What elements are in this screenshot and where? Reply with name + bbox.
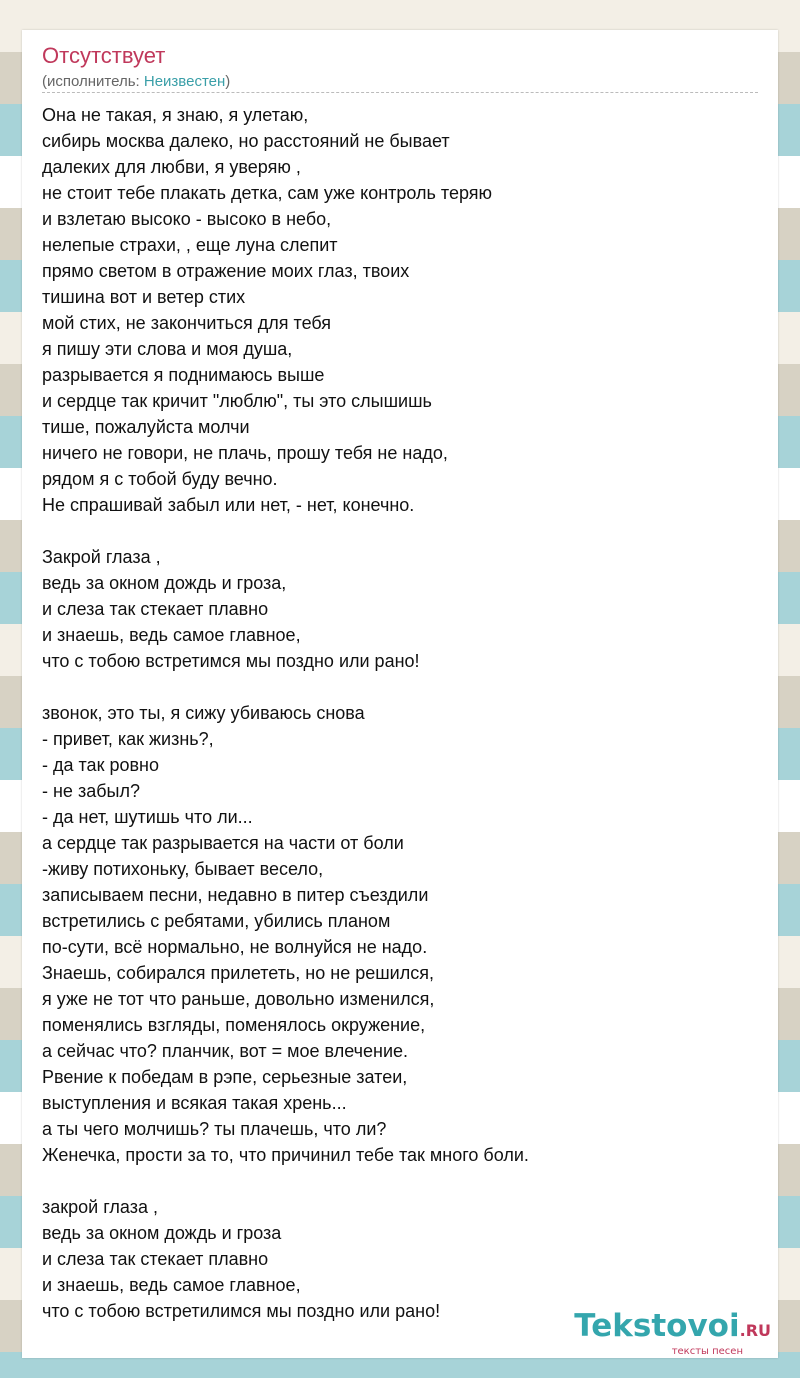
lyric-line: поменялись взгляды, поменялось окружение, xyxy=(42,1015,426,1035)
lyric-line: прямо светом в отражение моих глаз, твоих xyxy=(42,261,410,281)
lyric-line: я уже не тот что раньше, довольно изменился, xyxy=(42,989,435,1009)
lyric-line: что с тобою встретимся мы поздно или рано! xyxy=(42,651,420,671)
lyric-line: и взлетаю высоко - высоко в небо, xyxy=(42,209,332,229)
artist-link[interactable]: Неизвестен xyxy=(143,73,226,90)
lyrics-text xyxy=(42,102,758,1324)
site-logo[interactable] xyxy=(574,1309,771,1357)
lyric-line: Закрой глаза , xyxy=(42,547,161,567)
lyric-line: Знаешь, собирался прилететь, но не решился, xyxy=(42,963,434,983)
lyric-line: что с тобою встретилимся мы поздно или рано! xyxy=(42,1301,441,1321)
lyric-line: Рвение к победам в рэпе, серьезные затеи, xyxy=(42,1067,408,1087)
song-title: Отсутствует xyxy=(42,43,166,68)
lyric-line: а сердце так разрывается на части от боли xyxy=(42,833,404,853)
lyric-line: - не забыл? xyxy=(42,781,140,801)
artist-line xyxy=(42,72,230,92)
lyric-line: - привет, как жизнь?, xyxy=(42,729,214,749)
lyric-line: и слеза так стекает плавно xyxy=(42,599,269,619)
lyric-line: и знаешь, ведь самое главное, xyxy=(42,625,301,645)
lyric-line: и слеза так стекает плавно xyxy=(42,1249,269,1269)
lyric-line: нелепые страхи, , еще луна слепит xyxy=(42,235,338,255)
title-divider xyxy=(42,92,758,93)
lyric-line: звонок, это ты, я сижу убиваюсь снова xyxy=(42,703,365,723)
lyric-line: сибирь москва далеко, но расстояний не бывает xyxy=(42,131,450,151)
lyric-line: выступления и всякая такая хрень... xyxy=(42,1093,347,1113)
lyric-line: ведь за окном дождь и гроза, xyxy=(42,573,287,593)
lyric-line: и знаешь, ведь самое главное, xyxy=(42,1275,301,1295)
logo-name: Tekstovoi xyxy=(574,1308,740,1344)
lyric-line: ничего не говори, не плачь, прошу тебя не надо, xyxy=(42,443,448,463)
lyric-line: Женечка, прости за то, что причинил тебе так много боли. xyxy=(42,1145,529,1165)
lyric-blank-line xyxy=(42,1168,758,1194)
lyric-line: - да нет, шутишь что ли... xyxy=(42,807,253,827)
lyric-line: записываем песни, недавно в питер съездили xyxy=(42,885,429,905)
lyric-line: -живу потихоньку, бывает весело, xyxy=(42,859,324,879)
lyric-blank-line xyxy=(42,518,758,544)
lyric-line: тишина вот и ветер стих xyxy=(42,287,246,307)
lyric-line: разрывается я поднимаюсь выше xyxy=(42,365,325,385)
lyric-line: тише, пожалуйста молчи xyxy=(42,417,250,437)
lyric-line: а сейчас что? планчик, вот = мое влечение. xyxy=(42,1041,409,1061)
lyric-line: а ты чего молчишь? ты плачешь, что ли? xyxy=(42,1119,387,1139)
artist-prefix: (исполнитель: xyxy=(42,73,144,90)
lyric-line: рядом я с тобой буду вечно. xyxy=(42,469,278,489)
lyrics-card xyxy=(22,30,778,1358)
logo-tld: .RU xyxy=(739,1321,771,1340)
lyric-line: закрой глаза , xyxy=(42,1197,158,1217)
lyric-line: - да так ровно xyxy=(42,755,159,775)
artist-suffix: ) xyxy=(225,73,231,90)
lyric-line: мой стих, не закончиться для тебя xyxy=(42,313,332,333)
lyric-line: я пишу эти слова и моя душа, xyxy=(42,339,293,359)
lyric-line: далеких для любви, я уверяю , xyxy=(42,157,301,177)
lyric-blank-line xyxy=(42,674,758,700)
lyric-line: Не спрашивай забыл или нет, - нет, конечно. xyxy=(42,495,415,515)
lyric-line: Она не такая, я знаю, я улетаю, xyxy=(42,105,309,125)
lyric-line: по-сути, всё нормально, не волнуйся не надо. xyxy=(42,937,428,957)
lyric-line: ведь за окном дождь и гроза xyxy=(42,1223,282,1243)
lyric-line: не стоит тебе плакать детка, сам уже контроль теряю xyxy=(42,183,493,203)
lyric-line: встретились с ребятами, убились планом xyxy=(42,911,391,931)
logo-tagline: тексты песен xyxy=(671,1346,743,1357)
lyric-line: и сердце так кричит "люблю", ты это слышишь xyxy=(42,391,432,411)
